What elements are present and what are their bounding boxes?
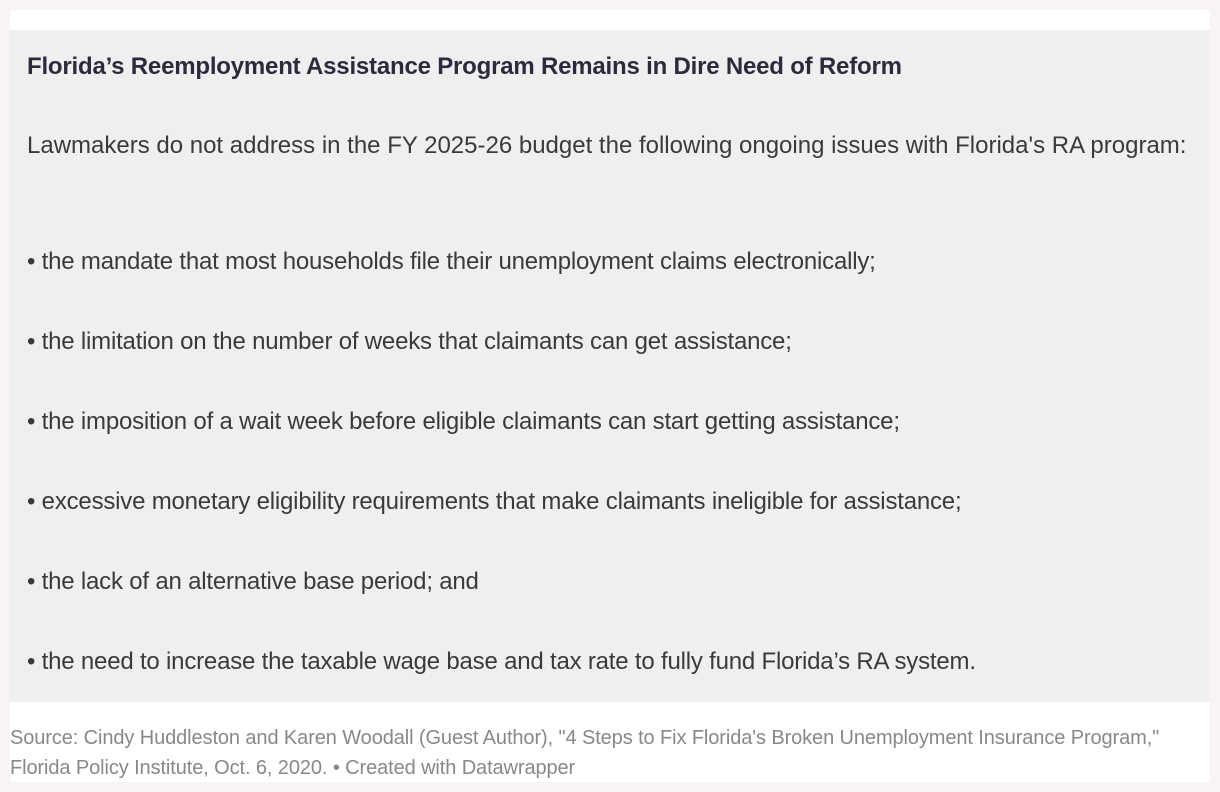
list-item: • the lack of an alternative base period; and xyxy=(27,568,479,595)
source-footer: Source: Cindy Huddleston and Karen Woodall (Guest Author), "4 Steps to Fix Florida's Broken Unemployment Insurance Program," Florida Policy Institute, Oct. 6, 2020. • Created with Datawrapper xyxy=(10,727,1160,779)
list-item: • the limitation on the number of weeks that claimants can get assistance; xyxy=(27,328,792,355)
list-item: • excessive monetary eligibility requirements that make claimants ineligible for assistance; xyxy=(27,488,962,515)
list-item: • the need to increase the taxable wage base and tax rate to fully fund Florida’s RA system. xyxy=(27,648,976,675)
text-panel xyxy=(10,30,1210,702)
content-card xyxy=(10,10,1210,782)
issues-list xyxy=(27,246,976,726)
panel-title: Florida’s Reemployment Assistance Program Remains in Dire Need of Reform xyxy=(27,53,902,80)
intro-text: Lawmakers do not address in the FY 2025-26 budget the following ongoing issues with Florida's RA program: xyxy=(27,132,1187,159)
list-item: • the mandate that most households file their unemployment claims electronically; xyxy=(27,248,876,275)
list-item: • the imposition of a wait week before eligible claimants can start getting assistance; xyxy=(27,408,900,435)
